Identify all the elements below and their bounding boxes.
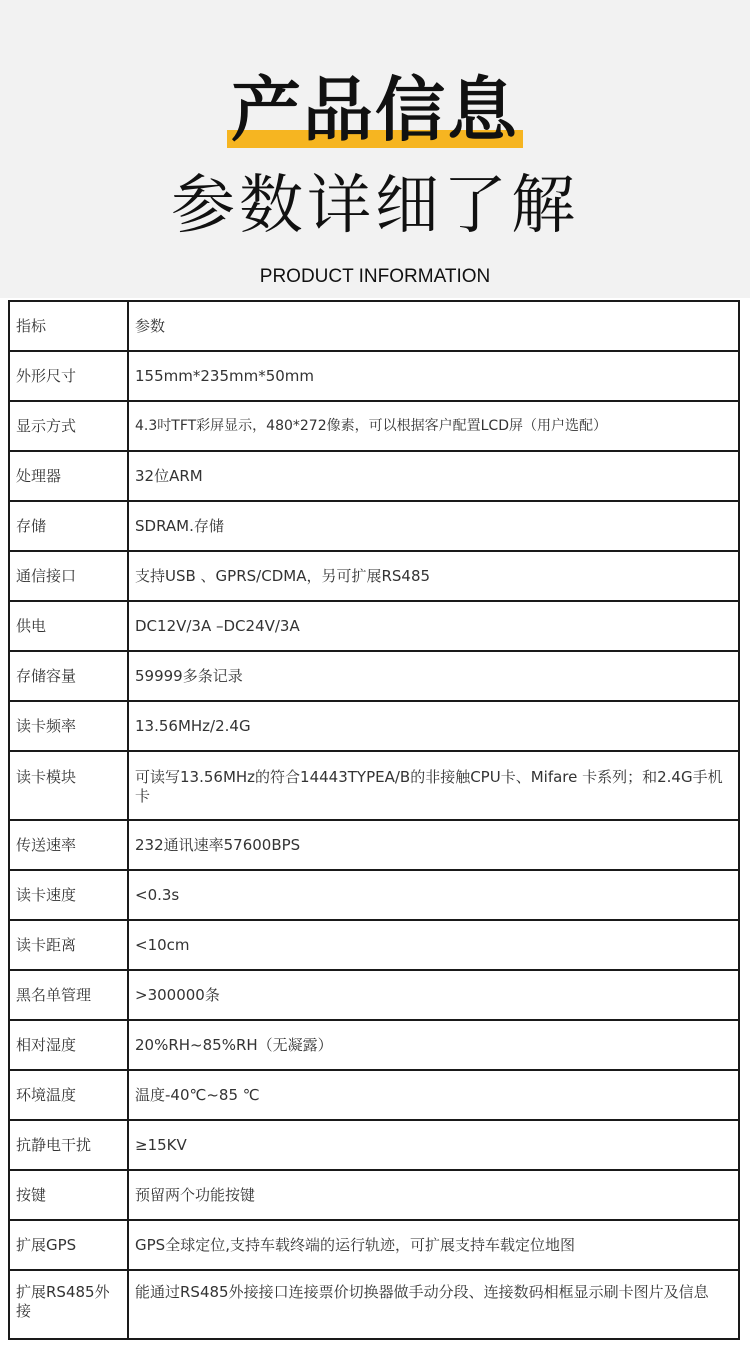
table-row (9, 651, 739, 701)
row-value: 能通过RS485外接接口连接票价切换器做手动分段、连接数码相框显示刷卡图片及信息 (128, 1270, 739, 1339)
row-value: GPS全球定位,支持车载终端的运行轨迹，可扩展支持车载定位地图 (128, 1220, 739, 1270)
table-row (9, 820, 739, 870)
row-label: 存储容量 (9, 651, 128, 701)
header-value-cell: 参数 (128, 301, 739, 351)
page-title-text: 产品信息 (231, 69, 519, 151)
row-label: 通信接口 (9, 551, 128, 601)
table-row (9, 1220, 739, 1270)
table-row (9, 701, 739, 751)
row-value: 温度-40℃~85 ℃ (128, 1070, 739, 1120)
table-row (9, 451, 739, 501)
title-wrap (0, 70, 750, 150)
table-row (9, 551, 739, 601)
table-row (9, 1070, 739, 1120)
header-banner (0, 0, 750, 298)
table-row (9, 1170, 739, 1220)
table-row (9, 501, 739, 551)
header-label-cell: 指标 (9, 301, 128, 351)
table-row (9, 970, 739, 1020)
row-label: 扩展GPS (9, 1220, 128, 1270)
table-row (9, 751, 739, 820)
table-row (9, 1120, 739, 1170)
row-value: 59999多条记录 (128, 651, 739, 701)
row-label: 抗静电干扰 (9, 1120, 128, 1170)
table-row (9, 870, 739, 920)
row-value: 155mm*235mm*50mm (128, 351, 739, 401)
row-value: <0.3s (128, 870, 739, 920)
row-label: 扩展RS485外接 (9, 1270, 128, 1339)
row-label: 显示方式 (9, 401, 128, 451)
table-row (9, 1270, 739, 1339)
row-label: 供电 (9, 601, 128, 651)
row-value: 支持USB 、GPRS/CDMA，另可扩展RS485 (128, 551, 739, 601)
row-label: 读卡频率 (9, 701, 128, 751)
row-label: 按键 (9, 1170, 128, 1220)
row-label: 环境温度 (9, 1070, 128, 1120)
row-value: 4.3吋TFT彩屏显示，480*272像素，可以根据客户配置LCD屏（用户选配） (128, 401, 739, 451)
page-title (231, 70, 519, 150)
row-label: 相对湿度 (9, 1020, 128, 1070)
row-value: 32位ARM (128, 451, 739, 501)
row-value: 232通讯速率57600BPS (128, 820, 739, 870)
row-label: 外形尺寸 (9, 351, 128, 401)
row-value: 13.56MHz/2.4G (128, 701, 739, 751)
row-label: 处理器 (9, 451, 128, 501)
row-value: SDRAM.存储 (128, 501, 739, 551)
row-value: 预留两个功能按键 (128, 1170, 739, 1220)
table-row (9, 351, 739, 401)
row-label: 读卡模块 (9, 751, 128, 820)
row-value: DC12V/3A –DC24V/3A (128, 601, 739, 651)
row-label: 读卡速度 (9, 870, 128, 920)
row-value: >300000条 (128, 970, 739, 1020)
row-value: <10cm (128, 920, 739, 970)
row-label: 传送速率 (9, 820, 128, 870)
page-subtitle: 参数详细了解 (171, 169, 579, 243)
row-value: ≥15KV (128, 1120, 739, 1170)
table-row (9, 601, 739, 651)
row-value: 可读写13.56MHz的符合14443TYPEA/B的非接触CPU卡、Mifare 卡系列；和2.4G手机卡 (128, 751, 739, 820)
row-value: 20%RH~85%RH（无凝露） (128, 1020, 739, 1070)
table-row (9, 920, 739, 970)
table-row (9, 1020, 739, 1070)
english-heading: PRODUCT INFORMATION (259, 266, 491, 287)
spec-table (8, 300, 740, 1340)
row-label: 黑名单管理 (9, 970, 128, 1020)
table-row (9, 401, 739, 451)
row-label: 存储 (9, 501, 128, 551)
table-row-header (9, 301, 739, 351)
row-label: 读卡距离 (9, 920, 128, 970)
